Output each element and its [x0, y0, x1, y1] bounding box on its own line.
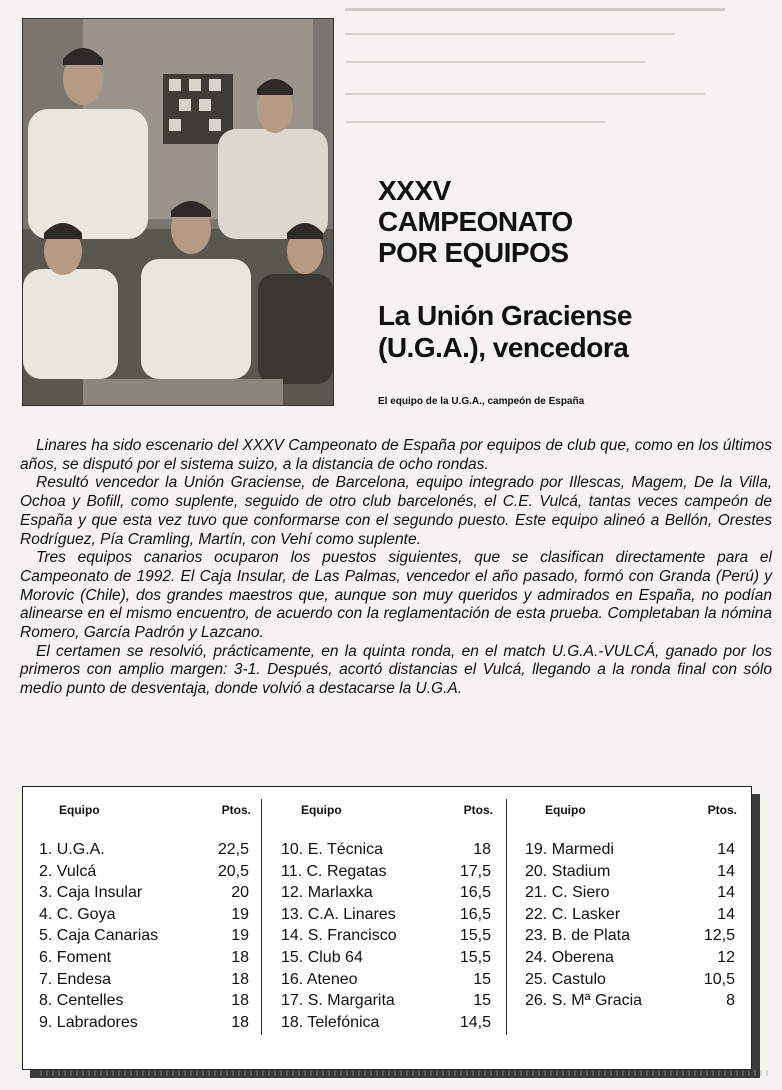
- table-row: [275, 884, 495, 906]
- headline-line: CAMPEONATO: [378, 206, 573, 237]
- team-name: 21. C. Siero: [525, 884, 610, 902]
- team-points: 15,5: [459, 927, 491, 945]
- team-name: 4. C. Goya: [39, 905, 116, 923]
- team-name: 14. S. Francisco: [281, 927, 397, 945]
- team-name: 5. Caja Canarias: [39, 927, 159, 945]
- table-row: [275, 841, 495, 863]
- standings-table: [22, 786, 752, 1070]
- team-header: Equipo: [59, 803, 100, 817]
- points-header: Ptos.: [463, 803, 493, 817]
- table-row: [275, 949, 495, 971]
- headline: [378, 175, 573, 268]
- column-header: [275, 803, 495, 841]
- team-name: 10. E. Técnica: [281, 841, 383, 858]
- column-divider: [261, 799, 262, 1035]
- standings-column-2: [275, 803, 495, 1035]
- team-points: 18: [473, 841, 491, 858]
- table-row: [519, 992, 739, 1014]
- bottom-rule: [40, 1070, 770, 1076]
- team-points: 12,5: [703, 927, 735, 945]
- column-divider: [506, 799, 507, 1035]
- headline-line: XXXV: [378, 175, 451, 206]
- subheadline: [378, 300, 632, 364]
- table-row: [519, 906, 739, 928]
- team-points: 14: [717, 884, 735, 902]
- standings-column-3: [519, 803, 739, 1014]
- table-row: [33, 841, 253, 863]
- table-row: [33, 863, 253, 885]
- column-header: [33, 803, 253, 841]
- table-row: [33, 1014, 253, 1036]
- table-row: [275, 863, 495, 885]
- team-points: 15: [473, 970, 491, 988]
- table-row: [519, 884, 739, 906]
- team-name: 23. B. de Plata: [525, 927, 630, 945]
- team-points: 8: [726, 992, 735, 1010]
- photo-caption: El equipo de la U.G.A., campeón de España: [378, 396, 585, 407]
- team-name: 13. C.A. Linares: [281, 905, 396, 923]
- team-points: 14,5: [459, 1013, 491, 1031]
- standings-column-1: [33, 803, 253, 1035]
- team-name: 9. Labradores: [39, 1013, 138, 1031]
- table-row: [33, 884, 253, 906]
- points-header: Ptos.: [707, 803, 737, 817]
- team-name: 25. Castulo: [525, 970, 606, 988]
- team-name: 16. Ateneo: [281, 970, 358, 988]
- team-points: 18: [231, 970, 249, 988]
- table-row: [519, 949, 739, 971]
- team-name: 18. Telefónica: [281, 1013, 380, 1031]
- team-points: 17,5: [459, 862, 491, 880]
- team-points: 15,5: [459, 948, 491, 966]
- headline-line: POR EQUIPOS: [378, 237, 569, 268]
- table-row: [275, 971, 495, 993]
- team-name: 26. S. Mª Gracia: [525, 992, 643, 1010]
- table-row: [33, 927, 253, 949]
- team-header: Equipo: [301, 803, 342, 817]
- subheadline-line: La Unión Graciense: [378, 300, 632, 331]
- article-paragraph: Tres equipos canarios ocuparon los puestos siguientes, que se clasifican directamente para el Campeonato de 1992. El Caja Insular, de Las Palmas, vencedor el año pasado, formó con Granda (Perú) y Morovic (Chile), dos grandes maestros que, aunque son muy queridos y admirados en España, no podían alinearse en el mismo encuentro, de acuerdo con la reglamentación de esta prueba. Completaban la nómina Romero, García Padrón y Lazcano.: [20, 549, 772, 642]
- team-points: 19: [231, 927, 249, 945]
- team-points: 16,5: [459, 905, 491, 923]
- team-name: 6. Foment: [39, 948, 112, 966]
- team-name: 8. Centelles: [39, 992, 124, 1010]
- team-points: 20: [231, 884, 249, 902]
- team-name: 2. Vulcá: [39, 862, 97, 880]
- team-name: 7. Endesa: [39, 970, 112, 988]
- team-photo: [22, 18, 334, 406]
- team-points: 19: [231, 905, 249, 923]
- table-row: [519, 971, 739, 993]
- column-header: [519, 803, 739, 841]
- table-row: [33, 906, 253, 928]
- team-points: 14: [717, 862, 735, 880]
- points-header: Ptos.: [221, 803, 251, 817]
- team-points: 10,5: [703, 970, 735, 988]
- team-name: 11. C. Regatas: [281, 862, 387, 880]
- team-name: 22. C. Lasker: [525, 905, 621, 923]
- article-paragraph: Linares ha sido escenario del XXXV Campeonato de España por equipos de club que, como en los últimos años, se disputó por el sistema suizo, a la distancia de ocho rondas.: [20, 437, 772, 473]
- team-points: 14: [717, 841, 735, 858]
- table-row: [33, 971, 253, 993]
- team-name: 3. Caja Insular: [39, 884, 143, 902]
- table-row: [519, 927, 739, 949]
- team-name: 24. Oberena: [525, 948, 614, 966]
- table-row: [275, 1014, 495, 1036]
- team-name: 20. Stadium: [525, 862, 611, 880]
- table-row: [33, 949, 253, 971]
- team-points: 18: [231, 1013, 249, 1031]
- team-header: Equipo: [545, 803, 586, 817]
- team-points: 18: [231, 992, 249, 1010]
- table-row: [275, 906, 495, 928]
- table-row: [275, 992, 495, 1014]
- team-name: 12. Marlaxka: [281, 884, 373, 902]
- team-photo-illustration: [23, 19, 333, 405]
- team-points: 16,5: [459, 884, 491, 902]
- team-points: 22,5: [217, 841, 249, 858]
- team-name: 15. Club 64: [281, 948, 363, 966]
- article-paragraph: Resultó vencedor la Unión Graciense, de Barcelona, equipo integrado por Illescas, Magem, De la Villa, Ochoa y Bofill, como suplente, seguido de otro club barcelonés, el C.E. Vulcá, tantas veces campeón de España y que esta vez tuvo que conformarse con el segundo puesto. Este equipo alineó a Bellón, Orestes Rodríguez, Pía Cramling, Martín, con Vehí como suplente.: [20, 474, 772, 548]
- team-points: 18: [231, 948, 249, 966]
- team-points: 14: [717, 905, 735, 923]
- team-points: 15: [473, 992, 491, 1010]
- table-row: [33, 992, 253, 1014]
- article-body: [20, 437, 772, 699]
- table-row: [519, 863, 739, 885]
- table-row: [275, 927, 495, 949]
- team-name: 17. S. Margarita: [281, 992, 395, 1010]
- team-name: 1. U.G.A.: [39, 841, 105, 858]
- subheadline-line: (U.G.A.), vencedora: [378, 332, 629, 363]
- show-through-text: [345, 0, 775, 170]
- article-paragraph: El certamen se resolvió, prácticamente, en la quinta ronda, en el match U.G.A.-VULCÁ, ganado por los primeros con amplio margen: 3-1. Después, acortó distancias el Vulcá, llegando a la ronda final con sólo medio punto de desventaja, donde volvió a destacarse la U.G.A.: [20, 642, 772, 698]
- table-row: [519, 841, 739, 863]
- team-points: 20,5: [217, 862, 249, 880]
- team-points: 12: [717, 948, 735, 966]
- team-name: 19. Marmedi: [525, 841, 614, 858]
